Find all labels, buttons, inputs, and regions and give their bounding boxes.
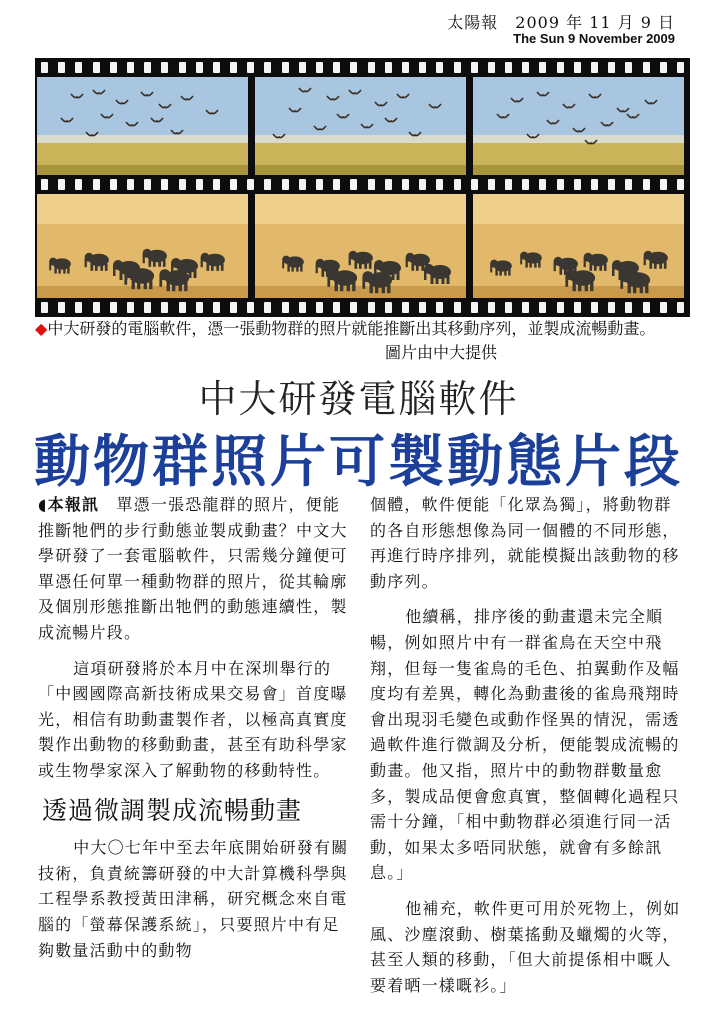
sprocket-hole [368, 179, 375, 190]
sprocket-hole [677, 62, 684, 73]
sprocket-hole [608, 302, 615, 313]
sprocket-hole [110, 302, 117, 313]
sprocket-hole [419, 62, 426, 73]
film-strip-elephants [35, 175, 690, 317]
sprocket-hole [213, 302, 220, 313]
paragraph-text: 單憑一張恐龍群的照片，便能推斷牠們的步行動態並製成動畫？中文大學研發了一套電腦軟件，只需幾分鐘便可單憑任何單一種動物群的照片，從其輪廓及個別形態推斷出牠們的動態連續性，製成流暢片段。 [38, 495, 348, 642]
sprocket-hole [574, 302, 581, 313]
film-sprocket-holes-bottom [41, 302, 684, 313]
sprocket-hole [677, 302, 684, 313]
sprocket-hole [505, 179, 512, 190]
bird-photo-frame-3 [473, 77, 684, 181]
article-paragraph: 他續稱，排序後的動畫還未完全順暢，例如照片中有一群雀鳥在天空中飛翔，但每一隻雀鳥的毛色、拍翼動作及幅度均有差異，轉化為動畫後的雀鳥飛翔時會出現羽毛變色或動作怪異的情況，需透過軟件進行微調及分析，便能製成流暢的動畫。他又指，照片中的動物群數量愈多，製成品便會愈真實，整個轉化過程只需十分鐘，「相中動物群必須進行同一活動，如果太多唔同狀態，就會有多餘訊息。」 [370, 607, 680, 883]
sprocket-hole [660, 179, 667, 190]
sprocket-hole [161, 179, 168, 190]
sprocket-hole [350, 62, 357, 73]
sprocket-hole [660, 302, 667, 313]
sprocket-hole [179, 302, 186, 313]
bird-flock-photo [37, 77, 248, 181]
sprocket-hole [144, 302, 151, 313]
sprocket-hole [213, 179, 220, 190]
sprocket-hole [625, 179, 632, 190]
sprocket-hole [127, 62, 134, 73]
kicker-headline: 中大研發電腦軟件 [198, 377, 519, 421]
film-sprocket-holes-top [41, 62, 684, 73]
film-sprocket-holes-top [41, 179, 684, 190]
sprocket-hole [385, 179, 392, 190]
sprocket-hole [333, 302, 340, 313]
sprocket-hole [557, 179, 564, 190]
sprocket-hole [471, 302, 478, 313]
sprocket-hole [247, 62, 254, 73]
sprocket-hole [75, 302, 82, 313]
sprocket-hole [539, 179, 546, 190]
sprocket-hole [505, 62, 512, 73]
sprocket-hole [316, 62, 323, 73]
sprocket-hole [58, 302, 65, 313]
sprocket-hole [488, 302, 495, 313]
sprocket-hole [402, 302, 409, 313]
elephant-herd-photo [37, 194, 248, 298]
sprocket-hole [196, 179, 203, 190]
sprocket-hole [110, 179, 117, 190]
article-paragraph [38, 492, 354, 646]
sprocket-hole [299, 62, 306, 73]
sprocket-hole [643, 62, 650, 73]
sprocket-hole [350, 302, 357, 313]
dateline: ◖本報訊 [38, 495, 100, 514]
sprocket-hole [625, 302, 632, 313]
sprocket-hole [144, 179, 151, 190]
sprocket-hole [539, 302, 546, 313]
sprocket-hole [333, 179, 340, 190]
caption-text: 中大研發的電腦軟件，憑一張動物群的照片就能推斷出其移動序列，並製成流暢動畫。 [47, 319, 656, 338]
sprocket-hole [436, 62, 443, 73]
sprocket-hole [264, 62, 271, 73]
sprocket-hole [58, 62, 65, 73]
sprocket-hole [264, 179, 271, 190]
sprocket-hole [230, 302, 237, 313]
sprocket-hole [419, 179, 426, 190]
sprocket-hole [454, 302, 461, 313]
sprocket-hole [41, 179, 48, 190]
sprocket-hole [368, 62, 375, 73]
sprocket-hole [179, 179, 186, 190]
sprocket-hole [41, 62, 48, 73]
masthead-english: The Sun 9 November 2009 [513, 30, 675, 46]
sprocket-hole [93, 302, 100, 313]
sprocket-hole [299, 302, 306, 313]
sprocket-hole [230, 179, 237, 190]
sprocket-hole [368, 302, 375, 313]
article-paragraph: 他補充，軟件更可用於死物上，例如風、沙塵滾動、樹葉搖動及蠟燭的火等，甚至人類的移動，「但大前提係相中嘅人要着晒一樣嘅衫。」 [370, 898, 681, 995]
sprocket-hole [608, 179, 615, 190]
sprocket-hole [58, 179, 65, 190]
sprocket-hole [677, 179, 684, 190]
sprocket-hole [316, 179, 323, 190]
masthead-chinese: 太陽報 2009 年 11 月 9 日 [447, 13, 675, 32]
sprocket-hole [625, 62, 632, 73]
sprocket-hole [557, 302, 564, 313]
article-column-right [370, 492, 688, 998]
sprocket-hole [144, 62, 151, 73]
sprocket-hole [522, 179, 529, 190]
sprocket-hole [264, 302, 271, 313]
sprocket-hole [247, 302, 254, 313]
sprocket-hole [591, 62, 598, 73]
sprocket-hole [385, 302, 392, 313]
sprocket-hole [161, 62, 168, 73]
sprocket-hole [247, 179, 254, 190]
sprocket-hole [161, 302, 168, 313]
sprocket-hole [127, 302, 134, 313]
sprocket-hole [402, 62, 409, 73]
sprocket-hole [402, 179, 409, 190]
sprocket-hole [196, 302, 203, 313]
elephant-photo-frame-3 [473, 194, 684, 298]
article-paragraph: 個體，軟件便能「化眾為獨」，將動物群的各自形態想像為同一個體的不同形態，再進行時序排列，就能模擬出該動物的移動序列。 [370, 495, 680, 591]
sprocket-hole [522, 62, 529, 73]
sprocket-hole [316, 302, 323, 313]
photo-credit: 圖片由中大提供 [385, 343, 498, 362]
elephant-herd-photo [473, 194, 684, 298]
sprocket-hole [488, 62, 495, 73]
sprocket-hole [454, 179, 461, 190]
sprocket-hole [385, 62, 392, 73]
elephant-photo-frame-2 [255, 194, 466, 298]
sprocket-hole [436, 179, 443, 190]
sprocket-hole [419, 302, 426, 313]
sprocket-hole [230, 62, 237, 73]
sprocket-hole [471, 62, 478, 73]
sprocket-hole [75, 62, 82, 73]
sprocket-hole [660, 62, 667, 73]
sprocket-hole [643, 302, 650, 313]
bird-flock-photo [255, 77, 466, 181]
bird-photo-frame-2 [255, 77, 466, 181]
bird-photo-frame-1 [37, 77, 248, 181]
article-paragraph: 這項研發將於本月中在深圳舉行的「中國國際高新技術成果交易會」首度曝光，相信有助動畫製作者，以極高真實度製作出動物的移動動畫，甚至有助科學家或生物學家深入了解動物的移動特性。 [38, 658, 348, 780]
sprocket-hole [127, 179, 134, 190]
sprocket-hole [350, 179, 357, 190]
sprocket-hole [574, 62, 581, 73]
sprocket-hole [333, 62, 340, 73]
photo-caption [35, 317, 695, 362]
sprocket-hole [539, 62, 546, 73]
article-subhead: 透過微調製成流暢動畫 [42, 795, 303, 825]
elephant-herd-photo [255, 194, 466, 298]
sprocket-hole [643, 179, 650, 190]
sprocket-hole [488, 179, 495, 190]
sprocket-hole [608, 62, 615, 73]
sprocket-hole [75, 179, 82, 190]
sprocket-hole [93, 62, 100, 73]
sprocket-hole [179, 62, 186, 73]
sprocket-hole [282, 62, 289, 73]
sprocket-hole [110, 62, 117, 73]
sprocket-hole [454, 62, 461, 73]
elephant-photo-frame-1 [37, 194, 248, 298]
sprocket-hole [196, 62, 203, 73]
sprocket-hole [522, 302, 529, 313]
caption-bullet-icon: ◆ [35, 319, 48, 338]
sprocket-hole [471, 179, 478, 190]
main-headline: 動物群照片可製動態片段 [34, 430, 683, 495]
sprocket-hole [299, 179, 306, 190]
sprocket-hole [282, 302, 289, 313]
sprocket-hole [591, 179, 598, 190]
sprocket-hole [93, 179, 100, 190]
article-paragraph: 中大〇七年中至去年底開始研發有關技術，負責統籌研發的中大計算機科學與工程學系教授黃田津稱，研究概念來自電腦的「螢幕保護系統」，只要照片中有足夠數量活動中的動物 [38, 838, 349, 960]
sprocket-hole [505, 302, 512, 313]
sprocket-hole [213, 62, 220, 73]
sprocket-hole [591, 302, 598, 313]
sprocket-hole [574, 179, 581, 190]
masthead [447, 14, 675, 46]
sprocket-hole [41, 302, 48, 313]
sprocket-hole [436, 302, 443, 313]
bird-flock-photo [473, 77, 684, 181]
sprocket-hole [557, 62, 564, 73]
sprocket-hole [282, 179, 289, 190]
article-column-left [38, 492, 354, 963]
